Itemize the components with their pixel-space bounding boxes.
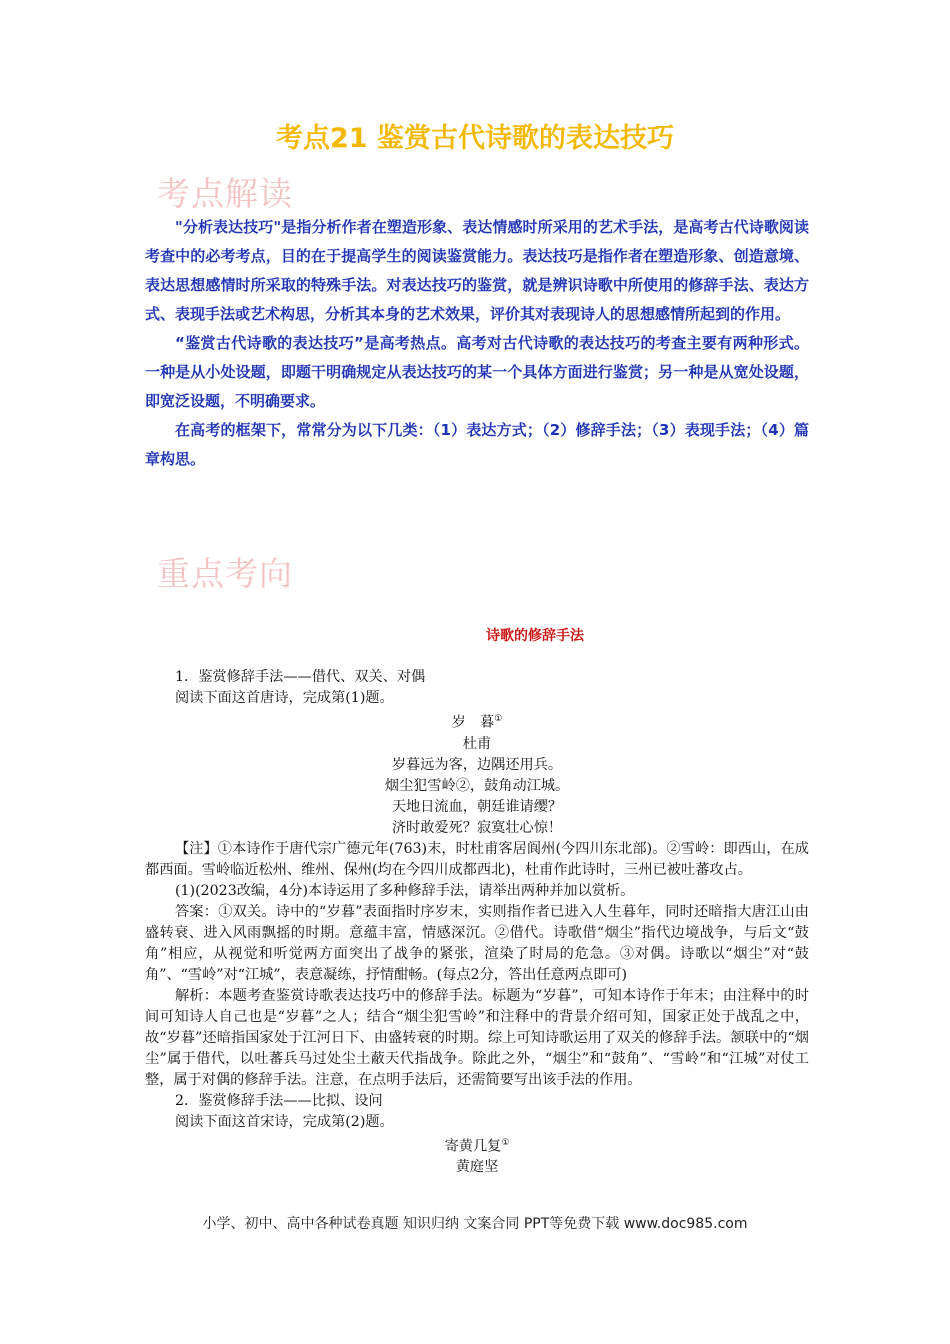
poem1-line: 济时敢爱死？寂寞壮心惊！ <box>391 819 563 836</box>
footer: 小学、初中、高中各种试卷真题 知识归纳 文案合同 PPT等免费下载 www.doc985.com <box>202 1216 748 1232</box>
poem2-author: 黄庭坚 <box>455 1159 499 1176</box>
interpretation-block <box>145 213 809 474</box>
paragraph-3: 在高考的框架下，常常分为以下几类：（1）表达方式；（2）修辞手法；（3）表现手法；（4）篇章构思。 <box>145 421 809 468</box>
poem1-line: 烟尘犯雪岭②，鼓角动江城。 <box>384 777 570 794</box>
poem1-line: 岁暮远为客，边隅还用兵。 <box>391 756 563 773</box>
analysis-1: 解析：本题考查鉴赏诗歌表达技巧中的修辞手法。标题为“岁暮”，可知本诗作于年末；由注释中的时间可知诗人自己也是“岁暮”之人；结合“烟尘犯雪岭”和注释中的背景介绍可知，国家正处于战乱之中，故“岁暮”还暗指国家处于江河日下、由盛转衰的时期。综上可知诗歌运用了双关的修辞手法。颔联中的“烟尘”属于借代，以吐蕃兵马过处尘土蔽天代指战争。除此之外，“烟尘”和“鼓角”、“雪岭”和“江城”对仗工整，属于对偶的修辞手法。注意，在点明手法后，还需简要写出该手法的作用。 <box>145 987 809 1088</box>
note-1: 【注】①本诗作于唐代宗广德元年(763)末，时杜甫客居阆州(今四川东北部)。②雪岭：即西山，在成都西面。雪岭临近松州、维州、保州(均在今四川成都西北)，杜甫作此诗时，三州已被吐蕃攻占。 <box>145 840 809 878</box>
item1-heading: 1．鉴赏修辞手法——借代、双关、对偶 <box>175 669 426 685</box>
section-heading-interpretation: 考点解读 <box>157 174 293 213</box>
poem1-author: 杜甫 <box>462 735 492 752</box>
footnote-mark: ① <box>501 1137 510 1148</box>
footnote-mark: ① <box>494 714 503 724</box>
poem2-title: 寄黄几复① <box>444 1137 510 1155</box>
poem1-line: 天地日流血，朝廷谁请缨？ <box>391 798 563 815</box>
answer-1: 答案：①双关。诗中的“岁暮”表面指时序岁末，实则指作者已进入人生暮年，同时还暗指大唐江山由盛转衰、进入风雨飘摇的时期。意蕴丰富，情感深沉。②借代。诗歌借“烟尘”指代边境战争，与后文“鼓角”相应，从视觉和听觉两方面突出了战争的紧张，渲染了时局的危急。③对偶。诗歌以“烟尘”对“鼓角”、“雪岭”对“江城”，表意凝练，抒情酣畅。(每点2分，答出任意两点即可) <box>145 903 809 983</box>
section-heading-focus: 重点考向 <box>157 554 293 593</box>
question-1: (1)(2023改编，4分)本诗运用了多种修辞手法，请举出两种并加以赏析。 <box>175 882 635 899</box>
exercise-body <box>145 667 809 1178</box>
paragraph-2: “鉴赏古代诗歌的表达技巧”是高考热点。高考对古代诗歌的表达技巧的考查主要有两种形式。一种是从小处设题，即题干明确规定从表达技巧的某一个具体方面进行鉴赏；另一种是从宽处设题，即宽泛设题，不明确要求。 <box>145 334 809 410</box>
paragraph-1: "分析表达技巧"是指分析作者在塑造形象、表达情感时所采用的艺术手法，是高考古代诗歌阅读考查中的必考考点，目的在于提高学生的阅读鉴赏能力。表达技巧是指作者在塑造形象、创造意境、表达思想感情时所采取的特殊手法。对表达技巧的鉴赏，就是辨识诗歌中所使用的修辞手法、表达方式、表现手法或艺术构思，分析其本身的艺术效果，评价其对表现诗人的思想感情所起到的作用。 <box>145 218 809 323</box>
poem1-title: 岁 暮① <box>451 714 503 731</box>
item2-intro: 阅读下面这首宋诗，完成第(2)题。 <box>175 1113 394 1130</box>
item1-intro: 阅读下面这首唐诗，完成第(1)题。 <box>175 690 394 706</box>
item2-heading: 2．鉴赏修辞手法——比拟、设问 <box>175 1092 383 1109</box>
page-title: 考点21 鉴赏古代诗歌的表达技巧 <box>276 123 674 154</box>
subheading: 诗歌的修辞手法 <box>486 628 584 644</box>
